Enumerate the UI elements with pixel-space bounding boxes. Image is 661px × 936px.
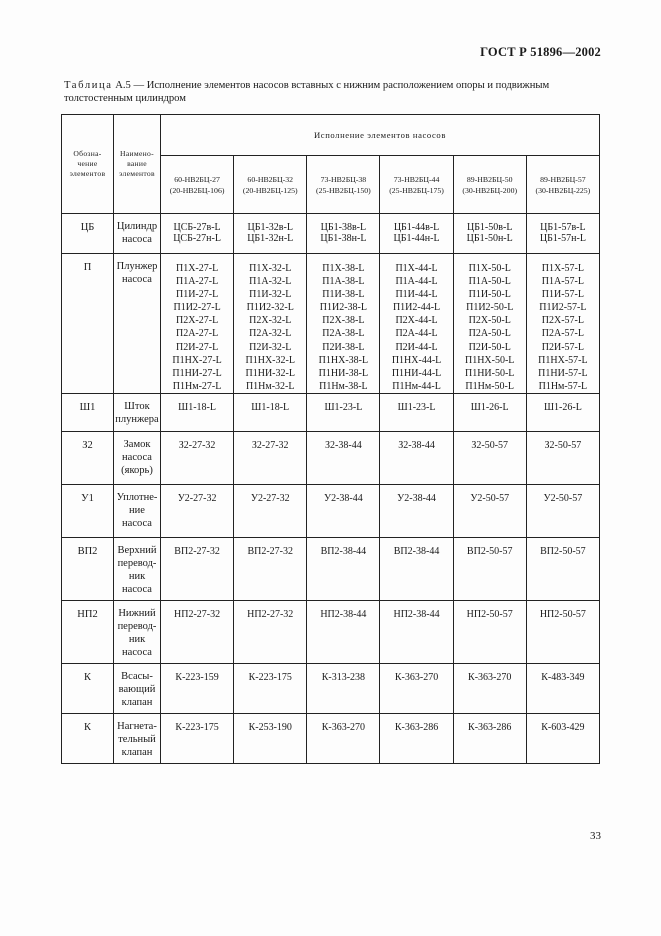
element-value bbox=[380, 214, 453, 254]
element-value-line: ЦБ1-57в-L bbox=[540, 222, 586, 233]
table-row bbox=[62, 254, 600, 394]
element-name bbox=[114, 431, 161, 484]
element-value-line: У2-38-44 bbox=[324, 492, 363, 504]
variant-header-line: (30-НВ2БЦ-200) bbox=[462, 185, 518, 195]
element-value-line: К-363-270 bbox=[468, 671, 512, 683]
element-value-line: П2А-57-L bbox=[541, 328, 584, 340]
element-value-line: К-603-429 bbox=[541, 721, 585, 733]
element-value bbox=[526, 484, 599, 537]
element-value bbox=[453, 431, 526, 484]
element-value bbox=[307, 393, 380, 431]
element-value bbox=[453, 600, 526, 663]
element-value bbox=[453, 537, 526, 600]
element-value-line: П1И-38-L bbox=[322, 289, 365, 301]
element-value bbox=[234, 431, 307, 484]
element-value-line: П1И2-27-L bbox=[173, 302, 221, 314]
element-value-line: П1И2-38-L bbox=[319, 302, 367, 314]
element-value bbox=[526, 663, 599, 713]
element-value bbox=[161, 663, 234, 713]
element-value-line: П1А-38-L bbox=[322, 276, 365, 288]
element-value bbox=[234, 484, 307, 537]
element-value-line: П1Х-38-L bbox=[322, 263, 365, 274]
group-header: Исполнение элементов насосов bbox=[161, 115, 600, 156]
element-value-line: НП2-50-57 bbox=[466, 608, 513, 620]
element-value-line: З2-50-57 bbox=[471, 439, 509, 451]
element-value-line: ВП2-50-57 bbox=[540, 545, 586, 557]
element-value bbox=[161, 254, 234, 394]
element-value-line: П2А-27-L bbox=[175, 328, 219, 340]
element-value-line: П1НХ-27-L bbox=[172, 354, 222, 366]
element-name-line: ник bbox=[128, 570, 146, 582]
element-value-line: П1И2-50-L bbox=[466, 302, 514, 314]
element-value-line: П2Х-50-L bbox=[468, 315, 511, 327]
element-value-line: Ш1-18-L bbox=[251, 401, 290, 413]
element-value-line: П1НИ-32-L bbox=[245, 367, 295, 379]
element-value-line: П1И2-57-L bbox=[539, 302, 587, 314]
col-name-header-line: вание bbox=[127, 159, 147, 168]
element-code: П bbox=[62, 254, 114, 394]
table-row bbox=[62, 713, 600, 763]
element-value-line: П2Х-27-L bbox=[175, 315, 219, 327]
element-value-line: П1А-57-L bbox=[541, 276, 584, 288]
element-value-line: П1Нм-44-L bbox=[392, 380, 441, 392]
element-value bbox=[234, 600, 307, 663]
element-code: К bbox=[62, 663, 114, 713]
element-value-line: ВП2-27-32 bbox=[174, 545, 220, 557]
element-value-line: У2-27-32 bbox=[250, 492, 290, 504]
caption-label: Таблица bbox=[64, 80, 113, 91]
table-row bbox=[62, 393, 600, 431]
variant-header-line: (25-НВ2БЦ-175) bbox=[389, 185, 444, 195]
variant-header-line: 73-НВ2БЦ-38 bbox=[320, 174, 367, 184]
variant-header-line: (20-НВ2БЦ-106) bbox=[169, 185, 225, 195]
element-value bbox=[453, 484, 526, 537]
table-row bbox=[62, 484, 600, 537]
element-value-line: К-363-286 bbox=[468, 721, 512, 733]
element-value bbox=[234, 214, 307, 254]
element-value-line: П1И2-32-L bbox=[246, 302, 294, 314]
element-name bbox=[114, 537, 161, 600]
element-code: ЦБ bbox=[62, 214, 114, 254]
element-value-line: НП2-38-44 bbox=[320, 608, 367, 620]
element-value-line: У2-50-57 bbox=[470, 492, 510, 504]
element-value-line: Ш1-23-L bbox=[397, 401, 436, 413]
element-value-line: П2Х-32-L bbox=[249, 315, 292, 327]
element-value-line: ВП2-38-44 bbox=[393, 545, 440, 557]
element-name-line: Верхний bbox=[117, 544, 157, 556]
variant-header bbox=[380, 156, 453, 214]
element-value-line: П2И-44-L bbox=[395, 341, 438, 353]
element-name-line: Цилиндр bbox=[116, 221, 158, 232]
element-value bbox=[380, 484, 453, 537]
element-name-line: Нижний bbox=[118, 607, 156, 619]
element-value bbox=[234, 713, 307, 763]
element-value-line: П2Х-38-L bbox=[322, 315, 365, 327]
element-value-line: ЦСБ-27в-L bbox=[173, 222, 221, 233]
variant-header bbox=[234, 156, 307, 214]
element-value-line: ВП2-38-44 bbox=[320, 545, 367, 557]
element-value bbox=[380, 254, 453, 394]
table-row bbox=[62, 537, 600, 600]
element-value bbox=[161, 713, 234, 763]
element-value-line: ЦБ1-44н-L bbox=[393, 233, 440, 244]
element-value-line: ЦБ1-44в-L bbox=[393, 222, 440, 233]
element-value-line: П1НИ-57-L bbox=[538, 367, 588, 379]
element-value bbox=[161, 600, 234, 663]
element-code: У1 bbox=[62, 484, 114, 537]
element-value-line: К-363-270 bbox=[321, 721, 366, 733]
element-name-line: насоса bbox=[122, 517, 152, 529]
element-code: З2 bbox=[62, 431, 114, 484]
element-code: НП2 bbox=[62, 600, 114, 663]
element-name-line: Уплотне- bbox=[116, 491, 158, 503]
element-value bbox=[307, 214, 380, 254]
element-value-line: К-363-270 bbox=[394, 671, 439, 683]
table-row bbox=[62, 214, 600, 254]
element-value-line: П1НХ-44-L bbox=[391, 354, 442, 366]
element-value-line: П2А-50-L bbox=[468, 328, 511, 340]
element-value-line: З2-50-57 bbox=[544, 439, 582, 451]
element-value-line: ВП2-27-32 bbox=[247, 545, 294, 557]
element-value bbox=[161, 393, 234, 431]
element-code: ВП2 bbox=[62, 537, 114, 600]
element-value-line: П1Нм-38-L bbox=[319, 380, 368, 392]
element-value-line: П1Нм-27-L bbox=[172, 380, 222, 392]
variant-header-line: 73-НВ2БЦ-44 bbox=[393, 174, 440, 184]
element-value bbox=[526, 254, 599, 394]
element-value-line: З2-27-32 bbox=[178, 439, 216, 451]
element-value bbox=[307, 663, 380, 713]
element-value-line: П2И-27-L bbox=[175, 341, 219, 353]
element-value-line: П1Нм-50-L bbox=[465, 380, 514, 392]
element-value-line: У2-27-32 bbox=[177, 492, 217, 504]
element-value-line: НП2-27-32 bbox=[174, 608, 221, 620]
element-value bbox=[234, 393, 307, 431]
element-value-line: З2-38-44 bbox=[398, 439, 435, 451]
element-value-line: П1И-50-L bbox=[468, 289, 511, 301]
table-caption bbox=[64, 79, 604, 105]
element-value bbox=[234, 537, 307, 600]
element-value bbox=[453, 663, 526, 713]
element-value-line: ЦБ1-32в-L bbox=[247, 222, 293, 233]
page-number: 33 bbox=[590, 830, 601, 842]
element-value bbox=[380, 393, 453, 431]
element-value-line: У2-38-44 bbox=[397, 492, 436, 504]
element-name-line: Всасы- bbox=[121, 670, 153, 682]
element-name bbox=[114, 484, 161, 537]
element-value bbox=[307, 484, 380, 537]
element-value-line: П1Нм-57-L bbox=[538, 380, 588, 392]
element-value-line: П1А-50-L bbox=[468, 276, 511, 288]
element-value-line: Ш1-23-L bbox=[324, 401, 363, 413]
element-value bbox=[307, 600, 380, 663]
col-code-header bbox=[62, 115, 114, 214]
element-name-line: насоса bbox=[122, 646, 152, 658]
variant-header bbox=[161, 156, 234, 214]
table-row bbox=[62, 600, 600, 663]
element-name-line: насоса bbox=[122, 234, 152, 245]
element-value-line: НП2-38-44 bbox=[393, 608, 440, 620]
variant-header-line: 89-НВ2БЦ-50 bbox=[466, 174, 513, 184]
element-value bbox=[307, 254, 380, 394]
element-name bbox=[114, 600, 161, 663]
element-value bbox=[380, 431, 453, 484]
element-name-line: ние bbox=[129, 504, 145, 516]
element-value-line: П1НИ-44-L bbox=[391, 367, 442, 379]
variant-header-line: 60-НВ2БЦ-27 bbox=[174, 174, 220, 184]
table-body bbox=[62, 214, 600, 764]
element-name-line: плунжера bbox=[115, 413, 159, 425]
element-value-line: ВП2-50-57 bbox=[466, 545, 513, 557]
element-value-line: К-483-349 bbox=[541, 671, 585, 683]
element-value bbox=[526, 431, 599, 484]
element-name-line: вающий bbox=[118, 683, 156, 695]
element-value-line: П2Х-57-L bbox=[541, 315, 584, 327]
element-value-line: П1НХ-50-L bbox=[464, 354, 515, 366]
element-value-line: ЦБ1-50в-L bbox=[466, 222, 513, 233]
element-value-line: П2А-44-L bbox=[395, 328, 438, 340]
element-name-line: насоса bbox=[122, 451, 152, 463]
element-value-line: П1И-44-L bbox=[395, 289, 438, 301]
col-name-header bbox=[114, 115, 161, 214]
element-value bbox=[161, 484, 234, 537]
element-value bbox=[380, 713, 453, 763]
element-name bbox=[114, 214, 161, 254]
variant-header-line: (30-НВ2БЦ-225) bbox=[535, 185, 591, 195]
element-value-line: П1Х-50-L bbox=[468, 263, 511, 274]
table-row bbox=[62, 431, 600, 484]
caption-text: А.5 — Исполнение элементов насосов вставных с нижним расположением опоры и подвижным толстостенным цилиндром bbox=[64, 80, 550, 104]
element-value bbox=[307, 537, 380, 600]
element-value-line: П1Нм-32-L bbox=[245, 380, 295, 392]
element-value-line: П2И-50-L bbox=[468, 341, 511, 353]
col-name-header-line: элементов bbox=[119, 169, 155, 178]
element-value-line: П1НИ-27-L bbox=[172, 367, 222, 379]
element-value-line: П1А-32-L bbox=[249, 276, 292, 288]
element-code: Ш1 bbox=[62, 393, 114, 431]
variant-header-line: 60-НВ2БЦ-32 bbox=[247, 174, 294, 184]
element-value-line: Ш1-18-L bbox=[178, 401, 216, 413]
element-value-line: П1Х-32-L bbox=[249, 263, 292, 274]
variant-header bbox=[453, 156, 526, 214]
element-value bbox=[234, 254, 307, 394]
element-value-line: К-223-175 bbox=[248, 671, 292, 683]
element-value-line: К-223-159 bbox=[175, 671, 219, 683]
element-name-line: (якорь) bbox=[121, 464, 153, 476]
element-value bbox=[453, 214, 526, 254]
element-name-line: перевод- bbox=[117, 620, 157, 632]
element-value-line: П1НХ-57-L bbox=[538, 354, 588, 366]
element-name-line: клапан bbox=[121, 746, 153, 758]
variant-header bbox=[307, 156, 380, 214]
element-name-line: ник bbox=[128, 633, 146, 645]
elements-table bbox=[61, 114, 600, 764]
element-value bbox=[380, 537, 453, 600]
element-value bbox=[307, 713, 380, 763]
element-name-line: тельный bbox=[118, 733, 156, 745]
element-value-line: З2-38-44 bbox=[325, 439, 362, 451]
element-value-line: П2И-32-L bbox=[249, 341, 292, 353]
element-value-line: НП2-27-32 bbox=[247, 608, 294, 620]
element-value-line: П1И2-44-L bbox=[392, 302, 441, 314]
element-name-line: клапан bbox=[121, 696, 153, 708]
element-value-line: П2И-57-L bbox=[541, 341, 584, 353]
element-value bbox=[380, 663, 453, 713]
element-value-line: П1Х-44-L bbox=[395, 263, 438, 274]
table-header bbox=[62, 115, 600, 214]
element-name bbox=[114, 254, 161, 394]
element-value bbox=[234, 663, 307, 713]
element-value-line: П1НХ-32-L bbox=[245, 354, 295, 366]
element-value-line: П1Х-27-L bbox=[175, 263, 219, 274]
element-value bbox=[453, 713, 526, 763]
element-value bbox=[307, 431, 380, 484]
col-code-header-line: Обозна- bbox=[73, 149, 102, 158]
element-value-line: Ш1-26-L bbox=[470, 401, 509, 413]
element-value-line: ЦБ1-50н-L bbox=[466, 233, 513, 244]
element-value-line: П1А-27-L bbox=[175, 276, 219, 288]
element-value-line: П1И-32-L bbox=[249, 289, 292, 301]
element-value-line: ЦБ1-38в-L bbox=[320, 222, 367, 233]
element-value-line: П1НХ-38-L bbox=[318, 354, 369, 366]
element-value-line: П1Х-57-L bbox=[541, 263, 584, 274]
element-value-line: П2А-38-L bbox=[322, 328, 365, 340]
element-name-line: Шток bbox=[124, 400, 150, 412]
element-value bbox=[526, 537, 599, 600]
element-name-line: Нагнета- bbox=[117, 720, 157, 732]
variant-header bbox=[526, 156, 599, 214]
element-value-line: П1И-57-L bbox=[541, 289, 584, 301]
element-name-line: насоса bbox=[122, 583, 152, 595]
element-value-line: ЦБ1-57н-L bbox=[539, 233, 586, 244]
element-value-line: Ш1-26-L bbox=[543, 401, 582, 413]
element-value-line: П1И-27-L bbox=[175, 289, 219, 301]
document-code: ГОСТ Р 51896—2002 bbox=[480, 45, 601, 59]
element-value bbox=[161, 537, 234, 600]
element-name bbox=[114, 713, 161, 763]
element-value bbox=[380, 600, 453, 663]
element-name-line: Замок bbox=[123, 438, 151, 450]
element-value-line: П1НИ-50-L bbox=[464, 367, 515, 379]
element-value bbox=[526, 600, 599, 663]
element-value bbox=[453, 393, 526, 431]
variant-header-line: (25-НВ2БЦ-150) bbox=[316, 185, 371, 195]
table-row bbox=[62, 663, 600, 713]
element-value-line: П2А-32-L bbox=[249, 328, 292, 340]
element-value-line: П1А-44-L bbox=[395, 276, 438, 288]
element-name-line: насоса bbox=[122, 274, 152, 285]
element-value-line: П1НИ-38-L bbox=[318, 367, 369, 379]
element-value-line: К-363-286 bbox=[394, 721, 439, 733]
element-value-line: К-313-238 bbox=[321, 671, 366, 683]
col-code-header-line: чение bbox=[77, 159, 98, 168]
element-name bbox=[114, 393, 161, 431]
element-value-line: ЦБ1-38н-L bbox=[320, 233, 367, 244]
element-name-line: перевод- bbox=[117, 557, 157, 569]
element-value bbox=[161, 431, 234, 484]
variant-header-line: (20-НВ2БЦ-125) bbox=[242, 185, 298, 195]
element-name bbox=[114, 663, 161, 713]
element-value-line: К-253-190 bbox=[248, 721, 292, 733]
element-name-line: Плунжер bbox=[116, 261, 158, 272]
element-value bbox=[526, 713, 599, 763]
element-value bbox=[526, 393, 599, 431]
element-value-line: ЦБ1-32н-L bbox=[247, 233, 294, 244]
element-value bbox=[453, 254, 526, 394]
variant-header-line: 89-НВ2БЦ-57 bbox=[540, 174, 586, 184]
header-row-top bbox=[62, 115, 600, 156]
element-value-line: У2-50-57 bbox=[543, 492, 583, 504]
element-value-line: НП2-50-57 bbox=[539, 608, 586, 620]
element-value-line: П2Х-44-L bbox=[395, 315, 438, 327]
col-code-header-line: элементов bbox=[69, 169, 106, 178]
element-value-line: ЦСБ-27н-L bbox=[173, 233, 221, 244]
col-name-header-line: Наимено- bbox=[120, 149, 154, 158]
element-value-line: П2И-38-L bbox=[322, 341, 365, 353]
element-value bbox=[161, 214, 234, 254]
element-value bbox=[526, 214, 599, 254]
element-code: К bbox=[62, 713, 114, 763]
element-value-line: К-223-175 bbox=[175, 721, 219, 733]
element-value-line: З2-27-32 bbox=[251, 439, 289, 451]
